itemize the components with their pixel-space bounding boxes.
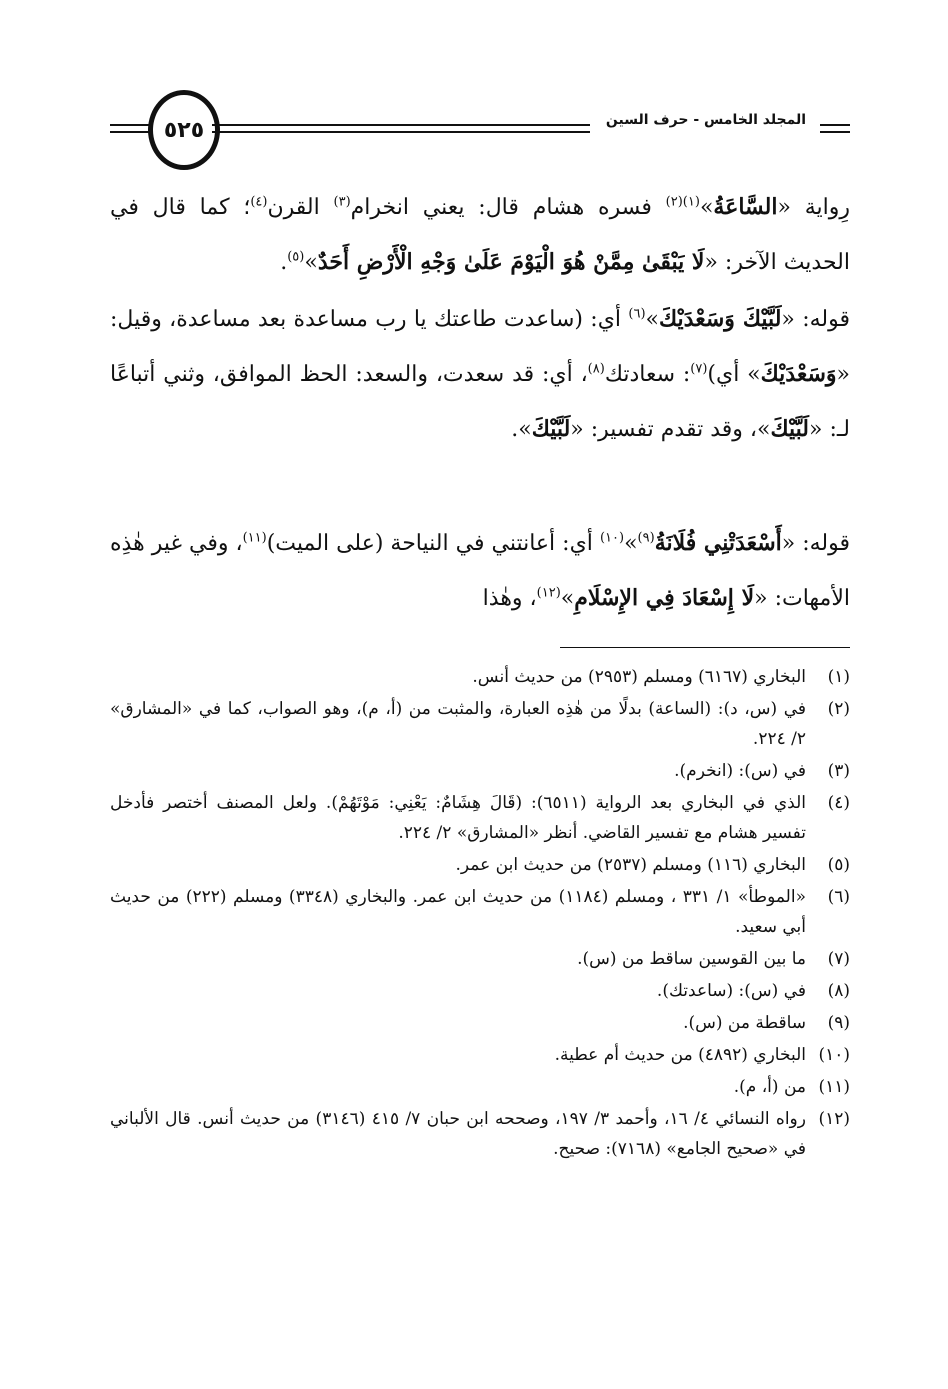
footnote-ref[interactable]: (٧)	[690, 361, 708, 377]
footnote-number: (٢)	[827, 699, 850, 719]
footnote-ref[interactable]: (٩)	[637, 530, 655, 546]
text-run: ، وهٰذا	[482, 586, 537, 611]
footnote-text: من (أ، م).	[733, 1077, 806, 1097]
footnote-text: البخاري (٦١٦٧) ومسلم (٢٩٥٣) من حديث أنس.	[472, 667, 806, 687]
text-run: قوله: «	[781, 307, 850, 332]
footnote	[110, 1104, 850, 1164]
footnote-number: (٨)	[827, 981, 850, 1001]
footnote-ref[interactable]: (٣)	[333, 194, 351, 210]
header-rule	[110, 124, 150, 126]
footnote-ref[interactable]: (١٠)	[599, 530, 625, 546]
footnote-ref[interactable]: (٦)	[628, 306, 646, 322]
quoted-word: السَّاعَةُ	[713, 194, 778, 220]
footnote	[110, 976, 850, 1006]
text-run: .	[280, 250, 288, 275]
footnote-number: (١١)	[818, 1077, 850, 1097]
footnote	[110, 882, 850, 942]
footnotes	[110, 662, 850, 1166]
footnote-text: ساقطة من (س).	[683, 1013, 806, 1033]
footnote-ref[interactable]: (١١)	[242, 530, 267, 546]
footnote-number: (١٠)	[818, 1045, 850, 1065]
footnote	[110, 662, 850, 692]
quoted-word: لَبَّيْكَ	[770, 416, 809, 442]
footnote-text: الذي في البخاري بعد الرواية (٦٥١١): (قَالَ هِشَامٌ: يَعْنِي: مَوْتَهُمْ). ولعل المصنف أختصر فأدخل تفسير هشام مع تفسير القاضي. أنظر «المشارق» ٢/ ٢٢٤.	[110, 793, 806, 843]
footnote-ref[interactable]: (١)(٢)	[665, 194, 700, 210]
footnote-number: (١٢)	[818, 1109, 850, 1129]
footnote-text: البخاري (١١٦) ومسلم (٢٥٣٧) من حديث ابن عمر.	[455, 855, 806, 875]
quoted-word: لَبَّيْكَ	[531, 416, 571, 442]
text-run: القرن	[267, 195, 334, 220]
quoted-word: أَسْعَدَتْنِي فُلَانَةُ	[654, 530, 782, 556]
footnote-separator	[560, 647, 850, 648]
header-rule	[820, 131, 850, 133]
footnote	[110, 756, 850, 786]
text-run: »	[645, 307, 659, 332]
page-number: ٥٢٥	[148, 90, 220, 170]
footnote	[110, 1040, 850, 1070]
text-run: »، وقد تقدم تفسير: «	[570, 417, 771, 442]
text-run: أي: أعانتني في النياحة (على الميت)	[266, 531, 600, 556]
text-run: قوله: «	[781, 531, 850, 556]
footnote-ref[interactable]: (٤)	[250, 194, 268, 210]
quoted-word: وَسَعْدَيْكَ	[760, 361, 837, 387]
footnote-text: في (س، د): (الساعة) بدلًا من هٰذِه العبارة، والمثبت من (أ، م)، وهو الصواب، كما في «المشارق» ٢/ ٢٢٤.	[110, 699, 806, 749]
footnote	[110, 1072, 850, 1102]
footnote-ref[interactable]: (٨)	[587, 361, 605, 377]
text-run: »	[699, 195, 714, 220]
footnote-number: (١)	[827, 667, 850, 687]
footnote-number: (٧)	[827, 949, 850, 969]
text-run: ، وفي غير هٰذِه الأمهات: «	[110, 531, 850, 611]
footnote	[110, 944, 850, 974]
footnote	[110, 694, 850, 754]
footnote-number: (٥)	[827, 855, 850, 875]
text-run: فسره هشام قال: يعني انخرام	[350, 195, 666, 220]
text-run: ».	[511, 417, 532, 442]
body-paragraph-1	[110, 180, 850, 290]
footnote	[110, 788, 850, 848]
header-rule	[110, 131, 150, 133]
text-run: ، أي: قد سعدت، والسعد: الحظ الموافق، وثني أتباعًا لـ: «	[110, 362, 850, 442]
header-rule	[820, 124, 850, 126]
footnote	[110, 1008, 850, 1038]
footnote-text: ما بين القوسين ساقط من (س).	[577, 949, 806, 969]
footnote-text: «الموطأ» ١/ ٣٣١ ، ومسلم (١١٨٤) من حديث ابن عمر. والبخاري (٣٣٤٨) ومسلم (٢٢٢) من حديث أبي سعيد.	[110, 887, 806, 937]
text-run: » أي)	[707, 362, 761, 387]
hadith-quote: لَا يَبْقَىٰ مِمَّنْ هُوَ الْيَوْمَ عَلَىٰ وَجْهِ الْأَرْضِ أَحَدٌ	[317, 249, 705, 275]
footnote-number: (٦)	[827, 887, 850, 907]
footnote	[110, 850, 850, 880]
hadith-quote: لَا إِسْعَادَ فِي الإِسْلَامِ	[574, 585, 755, 611]
footnote-text: البخاري (٤٨٩٢) من حديث أم عطية.	[554, 1045, 806, 1065]
text-run: أي: (ساعدت طاعتك يا رب مساعدة بعد مساعدة، وقيل: «	[110, 307, 850, 387]
footnote-number: (٣)	[827, 761, 850, 781]
footnote-number: (٤)	[827, 793, 850, 813]
quoted-word: لَبَّيْكَ وَسَعْدَيْكَ	[659, 306, 782, 332]
footnote-ref[interactable]: (٥)	[287, 249, 305, 265]
header-rule	[212, 131, 590, 133]
body-paragraph-2	[110, 292, 850, 457]
body-paragraph-3	[110, 516, 850, 626]
footnote-number: (٩)	[827, 1013, 850, 1033]
text-run: ؛ كما قال في الحديث الآخر: «	[110, 195, 850, 275]
footnote-text: رواه النسائي ٤/ ١٦، وأحمد ٣/ ١٩٧، وصححه ابن حبان ٧/ ٤١٥ (٣١٤٦) من حديث أنس. قال الألباني في «صحيح الجامع» (٧١٦٨): صحيح.	[110, 1109, 806, 1159]
running-title: المجلد الخامس - حرف السين	[605, 112, 807, 128]
text-run: »	[304, 250, 318, 275]
text-run: »	[560, 586, 575, 611]
footnote-text: في (س): (ساعدتك).	[656, 981, 806, 1001]
text-run: : سعادتك	[604, 362, 691, 387]
footnote-ref[interactable]: (١٢)	[536, 585, 561, 601]
header-rule	[212, 124, 590, 126]
text-run: »	[624, 531, 638, 556]
text-run: رِواية «	[777, 195, 851, 220]
footnote-text: في (س): (انخرم).	[674, 761, 806, 781]
